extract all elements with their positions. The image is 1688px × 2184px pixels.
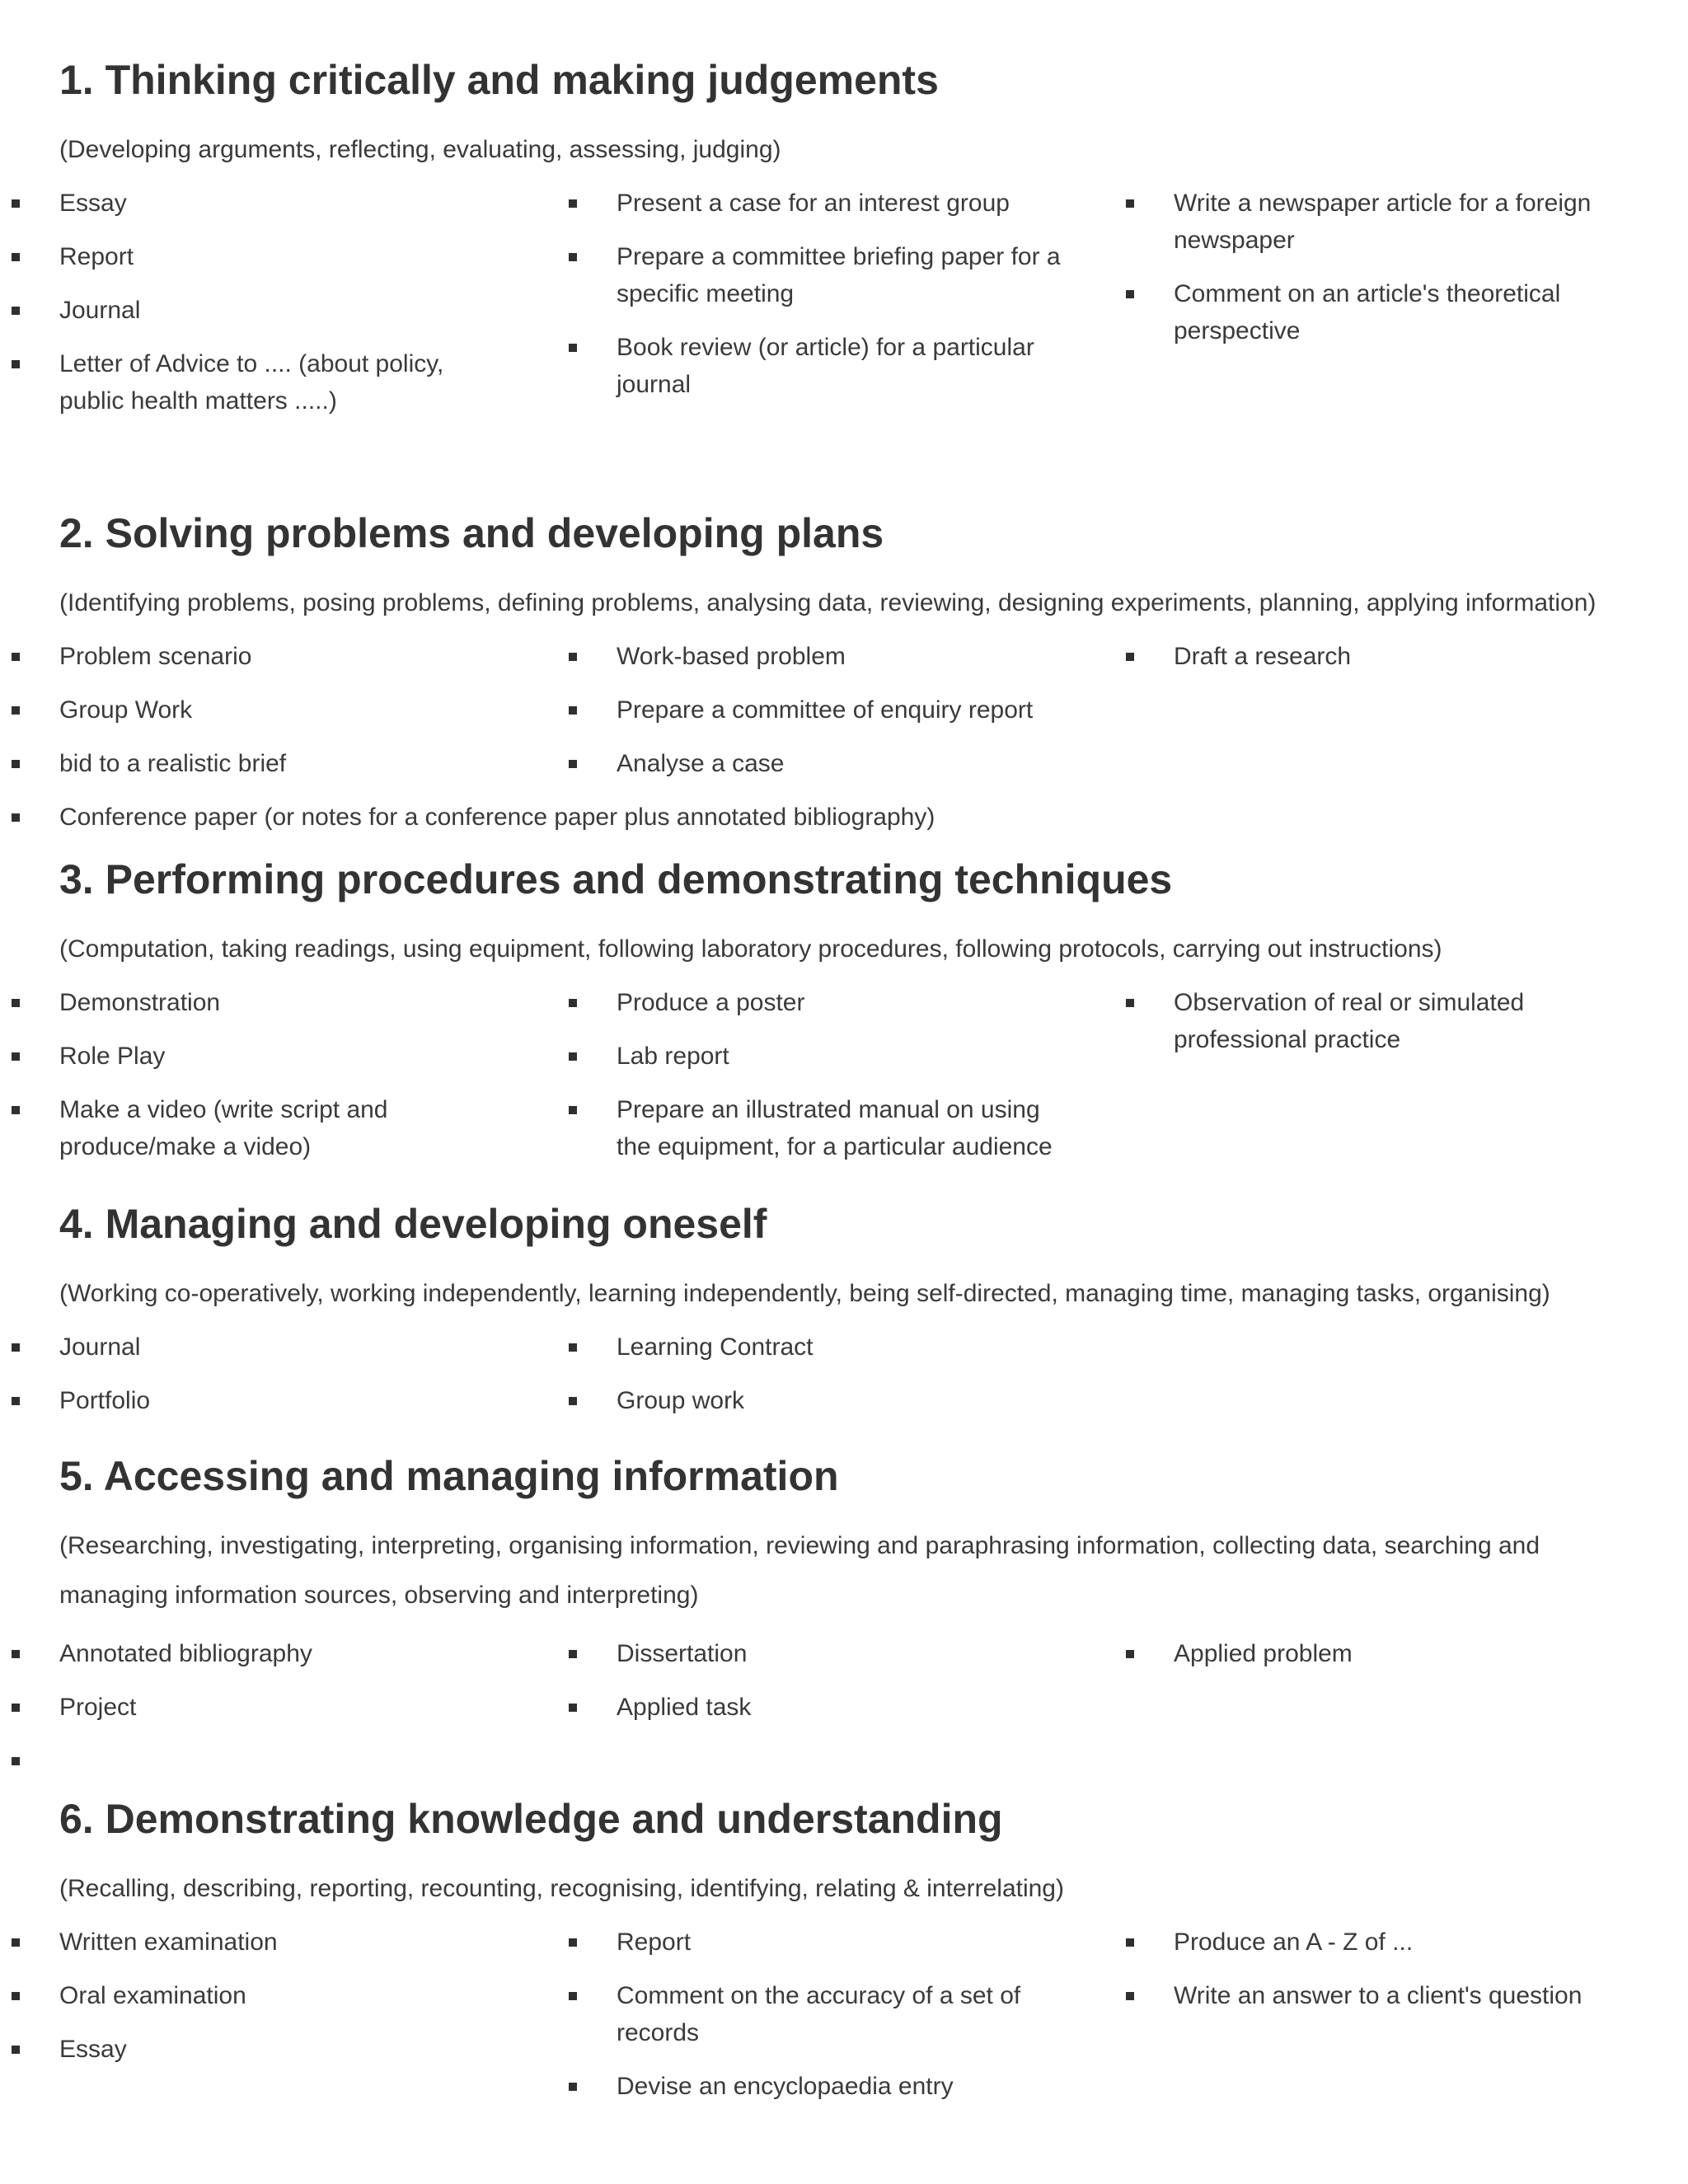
bullet-icon — [1126, 199, 1134, 208]
bullet-icon — [12, 360, 20, 368]
bullet-icon — [12, 1052, 20, 1061]
section-description: (Researching, investigating, interpreting, organising information, reviewing and paraphrasing information, collecting data, searching and managing information sources, observing and interpreting) — [59, 1532, 1540, 1609]
section-description: (Recalling, describing, reporting, recounting, recognising, identifying, relating & interrelating) — [59, 1875, 1064, 1902]
bullet-icon — [569, 706, 577, 715]
bullet-icon — [569, 653, 577, 661]
bullet-icon — [569, 253, 577, 261]
bullet-icon — [12, 253, 20, 261]
bullet-icon — [1126, 1938, 1134, 1947]
bullet-icon — [569, 1106, 577, 1114]
bullet-icon — [12, 653, 20, 661]
bullet-icon — [12, 2046, 20, 2054]
section-description: (Identifying problems, posing problems, defining problems, analysing data, reviewing, designing experiments, planning, applying information) — [59, 589, 1597, 616]
section-title: 4. Managing and developing oneself — [59, 1201, 767, 1247]
bullet-icon — [12, 1343, 20, 1352]
bullet-icon — [12, 999, 20, 1007]
bullet-icon — [569, 199, 577, 208]
bullet-icon — [569, 999, 577, 1007]
section-description: (Developing arguments, reflecting, evaluating, assessing, judging) — [59, 136, 781, 163]
bullet-icon — [12, 760, 20, 768]
bullet-icon — [12, 1106, 20, 1114]
bullet-icon — [569, 1992, 577, 2000]
section-title: 6. Demonstrating knowledge and understanding — [59, 1796, 1003, 1842]
bullet-icon — [1126, 653, 1134, 661]
bullet-icon — [12, 1757, 20, 1765]
section-title: 5. Accessing and managing information — [59, 1453, 839, 1499]
bullet-icon — [569, 1704, 577, 1712]
bullet-icon — [569, 2083, 577, 2091]
bullet-icon — [12, 199, 20, 208]
bullet-icon — [12, 706, 20, 715]
bullet-icon — [12, 307, 20, 315]
bullet-icon — [1126, 999, 1134, 1007]
section-title: 2. Solving problems and developing plans — [59, 510, 884, 556]
bullet-icon — [12, 813, 20, 822]
bullet-icon — [569, 1650, 577, 1658]
bullet-icon — [569, 1938, 577, 1947]
bullet-icon — [12, 1992, 20, 2000]
bullet-icon — [1126, 1650, 1134, 1658]
bullet-icon — [1126, 290, 1134, 298]
section-description: (Computation, taking readings, using equipment, following laboratory procedures, following protocols, carrying out instructions) — [59, 935, 1442, 963]
bullet-icon — [569, 1052, 577, 1061]
bullet-icon — [1126, 1992, 1134, 2000]
section-description: (Working co-operatively, working independently, learning independently, being self-directed, managing time, managing tasks, organising) — [59, 1280, 1550, 1307]
bullet-icon — [12, 1704, 20, 1712]
bullet-icon — [569, 344, 577, 352]
bullet-icon — [569, 1397, 577, 1405]
bullet-icon — [12, 1650, 20, 1658]
bullet-icon — [569, 1343, 577, 1352]
bullet-icon — [569, 760, 577, 768]
section-title: 3. Performing procedures and demonstrating techniques — [59, 856, 1173, 902]
section-title: 1. Thinking critically and making judgements — [59, 57, 939, 103]
bullet-icon — [12, 1938, 20, 1947]
bullet-icon — [12, 1397, 20, 1405]
